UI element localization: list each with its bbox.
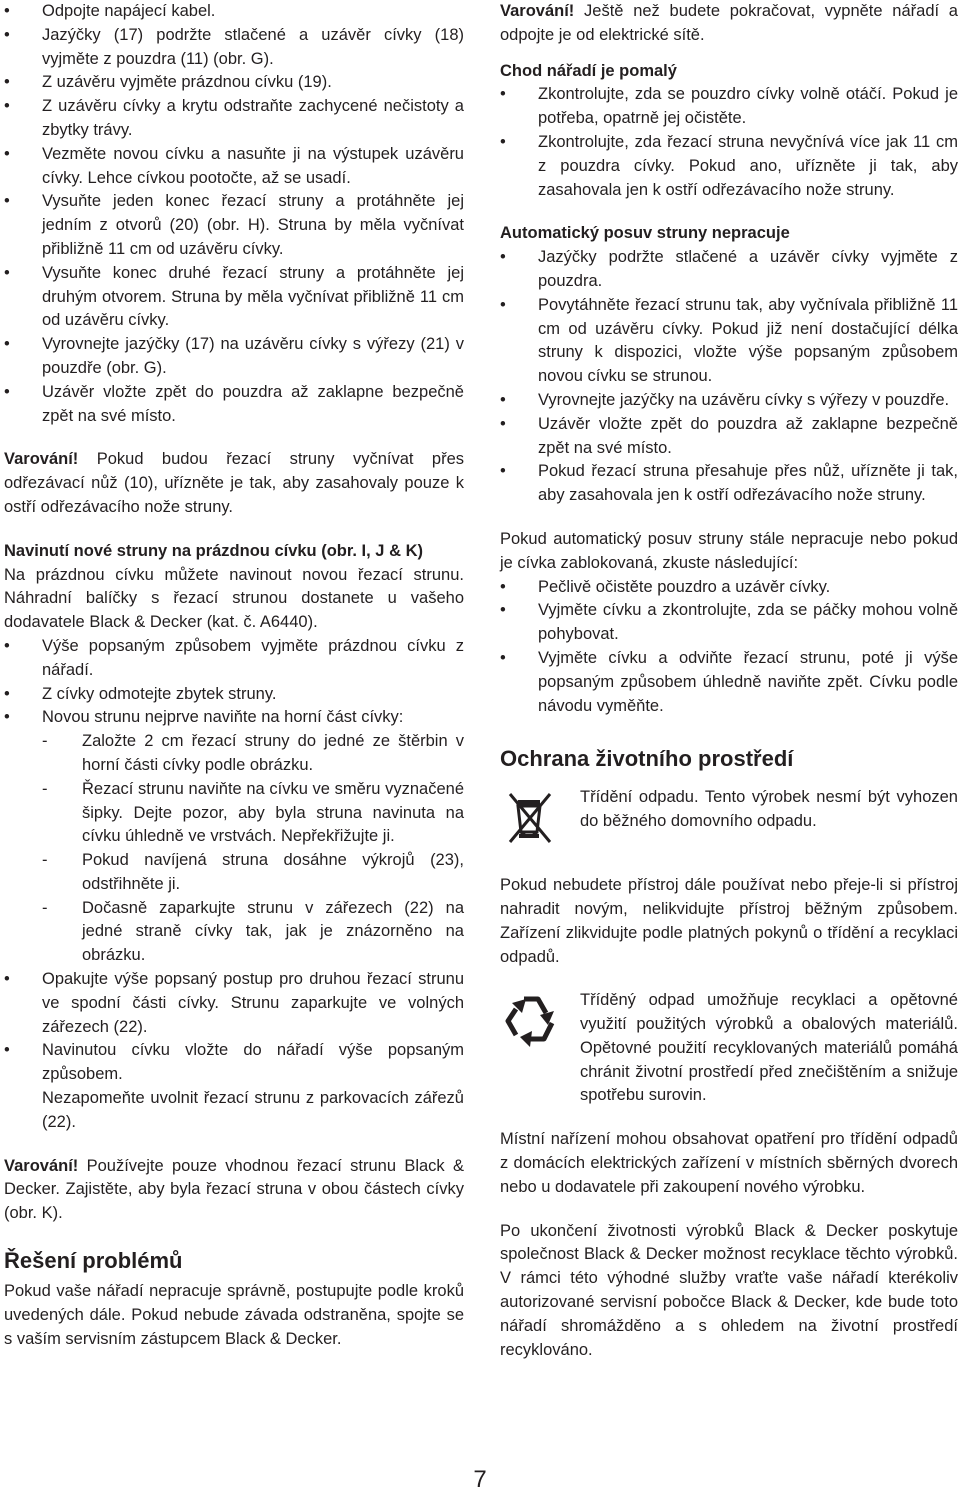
warning-text: Používejte pouze vhodnou řezací strunu Black & Decker. Zajistěte, aby byla řezací struna v obou částech cívky (obr. K). <box>4 1156 464 1223</box>
page-number: 7 <box>473 1466 487 1493</box>
troubleshoot-heading: Řešení problémů <box>4 1248 183 1274</box>
list-item: • Vyjměte cívku a zkontrolujte, zda se páčky mohou volně pohybovat. <box>500 599 958 647</box>
right-column <box>500 0 958 1362</box>
environment-heading: Ochrana životního prostředí <box>500 746 794 772</box>
rewind-heading: Navinutí nové struny na prázdnou cívku (obr. I, J & K) <box>4 541 423 560</box>
list-item: • Z uzávěru vyjměte prázdnou cívku (19). <box>4 71 464 95</box>
list-item: • Povytáhněte řezací strunu tak, aby vyčnívala přibližně 11 cm od uzávěru cívky. Pokud již není dostačující délka struny k dispozici, vložte výše popsaným způsobem novou cívku se strunou. <box>500 294 958 389</box>
list-item: • Vyrovnejte jazýčky na uzávěru cívky s výřezy v pouzdře. <box>500 389 958 413</box>
environment-paragraph: Pokud nebudete přístroj dále používat nebo přeje-li si přístroj nahradit novým, nelikvidujte přístroj běžným způsobem. Zařízení zlikvidujte podle platných pokynů o třídění a recyklaci odpadů. <box>500 876 958 966</box>
warning-paragraph <box>4 1155 464 1226</box>
list-item: • Pečlivě očistěte pouzdro a uzávěr cívky. <box>500 576 958 600</box>
warning-label: Varování! <box>4 1156 79 1175</box>
warning-label: Varování! <box>500 2 575 20</box>
warning-text: Ještě než budete pokračovat, vypněte nářadí a odpojte je od elektrické sítě. <box>500 2 958 44</box>
rewind-intro: Na prázdnou cívku můžete navinout novou řezací strunu. Náhradní balíčky s řezací strunou dostanete u vašeho dodavatele Black & Decker (kat. č. A6440). <box>4 565 464 632</box>
warning-paragraph <box>4 448 464 519</box>
autofeed-heading: Automatický posuv struny nepracuje <box>500 224 790 243</box>
recycling-notice <box>500 989 958 1108</box>
list-item <box>4 706 464 968</box>
note-item: Nezapomeňte uvolnit řezací strunu z parkovacích zářezů (22). <box>42 1089 464 1131</box>
list-item: • Uzávěr vložte zpět do pouzdra až zaklapne bezpečně zpět na své místo. <box>4 381 464 429</box>
list-item: • Výše popsaným způsobem vyjměte prázdnou cívku z nářadí. <box>4 635 464 683</box>
list-item: • Z uzávěru cívky a krytu odstraňte zachycené nečistoty a zbytky trávy. <box>4 95 464 143</box>
list-item: • Opakujte výše popsaný postup pro druhou řezací strunu ve spodní části cívky. Strunu zaparkujte ve volných zářezech (22). <box>4 968 464 1039</box>
troubleshoot-text: Pokud vaše nářadí nepracuje správně, postupujte podle kroků uvedených dále. Pokud nebude závada odstraněna, spojte se s vaším servisním zástupcem Black & Decker. <box>4 1282 464 1348</box>
list-item: • Jazýčky podržte stlačené a uzávěr cívky vyjměte z pouzdra. <box>500 246 958 294</box>
left-column <box>4 0 464 1351</box>
sub-list-item: - Řezací strunu naviňte na cívku ve směru vyznačené šipky. Dejte pozor, aby byla struna navinuta na cívku úhledně ve vrstvách. Nepřekřižujte ji. <box>42 778 464 849</box>
warning-label: Varování! <box>4 450 79 469</box>
warning-paragraph <box>500 0 958 48</box>
list-item: • Navinutou cívku vložte do nářadí výše popsaným způsobem. <box>4 1039 464 1087</box>
environment-paragraph: Místní nařízení mohou obsahovat opatření pro třídění odpadů z domácích elektrických zařízení v místních sběrných dvorech nebo u dodavatele při zakoupení nového výrobku. <box>500 1130 958 1196</box>
list-item: • Vysuňte konec druhé řezací struny a protáhněte jej druhým otvorem. Struna by měla vyčnívat přibližně 11 cm od uzávěru cívky. <box>4 262 464 333</box>
list-item: • Vyjměte cívku a odviňte řezací strunu, poté ji výše popsaným způsobem úhledně naviňte zpět. Cívku podle návodu vyměňte. <box>500 647 958 718</box>
list-item: • Vyrovnejte jazýčky (17) na uzávěru cívky s výřezy (21) v pouzdře (obr. G). <box>4 333 464 381</box>
list-item: • Jazýčky (17) podržte stlačené a uzávěr cívky (18) vyjměte z pouzdra (11) (obr. G). <box>4 24 464 72</box>
list-item: • Odpojte napájecí kabel. <box>4 0 464 24</box>
autofeed-list-2 <box>500 576 958 719</box>
spool-removal-list <box>4 0 464 428</box>
list-item: • Zkontrolujte, zda se pouzdro cívky volně otáčí. Pokud je potřeba, opatrně jej očistěte. <box>500 83 958 131</box>
recycle-text: Tříděný odpad umožňuje recyklaci a opětovné využití použitých výrobků a obalových materiálů. Opětovné použití recyklovaných materiálů pomáhá chránit životní prostředí před znečištěním a snižuje spotřebu surovin. <box>580 991 958 1105</box>
sub-list-item: - Dočasně zaparkujte strunu v zářezech (22) na jedné straně cívky tak, jak je znázorněno na obrázku. <box>42 897 464 968</box>
list-item: • Vysuňte jeden konec řezací struny a protáhněte jej jedním z otvorů (20) (obr. H). Struna by měla vyčnívat přibližně 11 cm od uzávěru cívky. <box>4 190 464 261</box>
warning-text: Pokud budou řezací struny vyčnívat přes odřezávací nůž (10), uřízněte je tak, aby zasahovaly pouze k ostří odřezávacího nože struny. <box>4 450 464 516</box>
autofeed-paragraph: Pokud automatický posuv struny stále nepracuje nebo pokud je cívka zablokovaná, zkuste následující: <box>500 529 958 572</box>
list-item: • Zkontrolujte, zda řezací struna nevyčnívá více jak 11 cm z pouzdra cívky. Pokud ano, uřízněte ji tak, aby zasahovala jen k ostří odřezávacího nože struny. <box>500 131 958 202</box>
rewind-substeps <box>42 730 464 968</box>
crossed-out-wheelie-bin-icon <box>500 786 580 854</box>
autofeed-list <box>500 246 958 508</box>
list-item: • Uzávěr vložte zpět do pouzdra až zaklapne bezpečně zpět na své místo. <box>500 413 958 461</box>
waste-text: Třídění odpadu. Tento výrobek nesmí být vyhozen do běžného domovního odpadu. <box>580 788 958 831</box>
environment-paragraph: Po ukončení životnosti výrobků Black & Decker poskytuje společnost Black & Decker možnost recyklace těchto výrobků. V rámci této výhodné služby vraťte vaše nářadí kterékoliv autorizované servisní pobočce Black & Decker, kde bude toto nářadí shromážděno a s ohledem na životní prostředí recyklováno. <box>500 1221 958 1359</box>
list-item: • Vezměte novou cívku a nasuňte ji na výstupek uzávěru cívky. Lehce cívkou pootočte, až se usadí. <box>4 143 464 191</box>
recycling-arrows-icon <box>500 989 580 1059</box>
rewind-list <box>4 635 464 1135</box>
list-item-text: Novou strunu nejprve naviňte na horní část cívky: <box>42 708 404 727</box>
list-item: • Z cívky odmotejte zbytek struny. <box>4 683 464 707</box>
slow-heading: Chod nářadí je pomalý <box>500 61 677 80</box>
list-item: • Pokud řezací struna přesahuje přes nůž, uřízněte ji tak, aby zasahovala jen k ostří odřezávacího nože struny. <box>500 460 958 508</box>
slow-list <box>500 83 958 202</box>
sub-list-item: - Pokud navíjená struna dosáhne výkrojů (23), odstřihněte ji. <box>42 849 464 897</box>
waste-notice <box>500 786 958 854</box>
sub-list-item: - Založte 2 cm řezací struny do jedné ze štěrbin v horní části cívky podle obrázku. <box>42 730 464 778</box>
